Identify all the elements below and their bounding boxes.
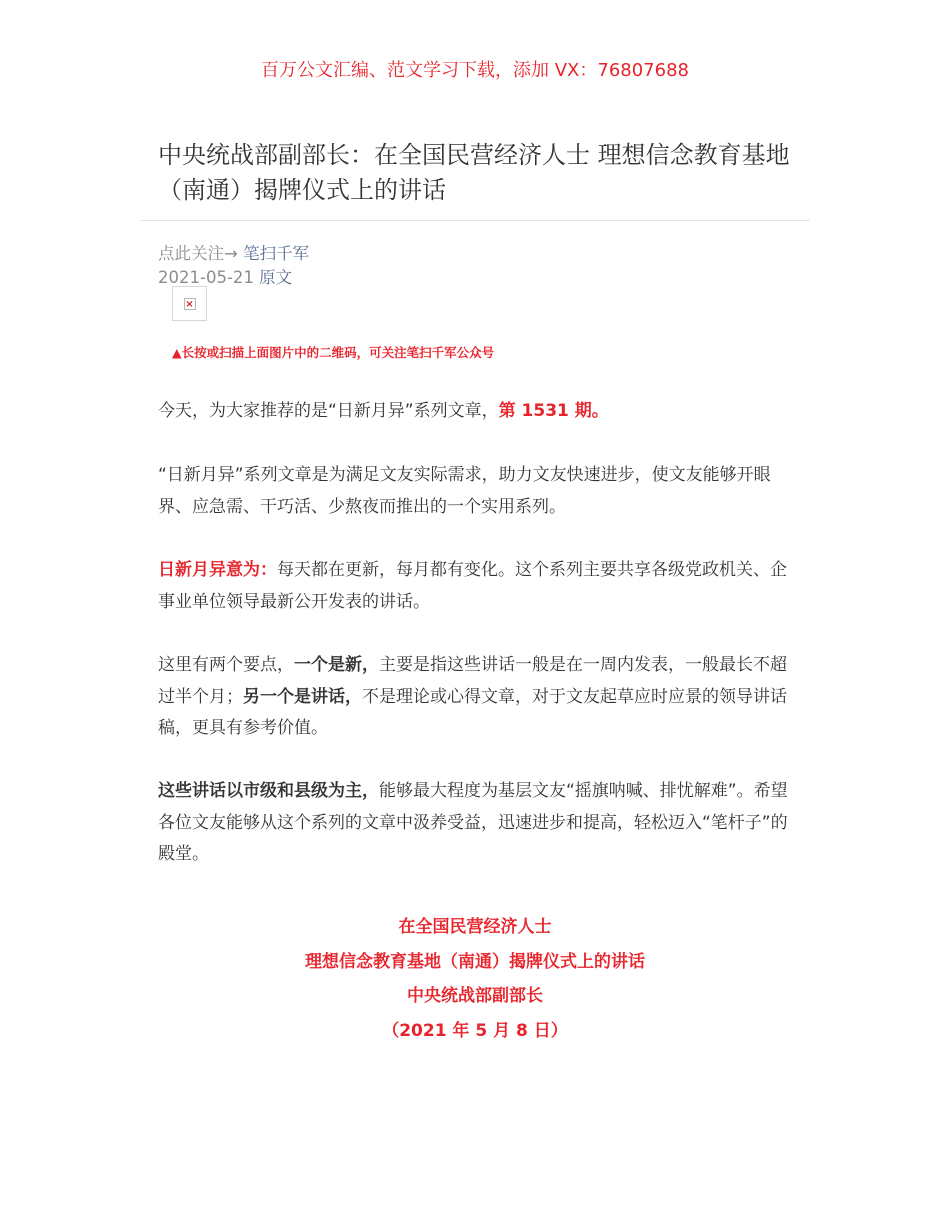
speech-heading-line-3: 中央统战部副部长 bbox=[407, 986, 543, 1006]
p4-d: 另一个是讲话， bbox=[243, 686, 362, 707]
p4-a: 这里有两个要点， bbox=[158, 655, 294, 675]
p1-text: 今天，为大家推荐的是“日新月异”系列文章， bbox=[158, 401, 499, 421]
intro-paragraph-4 bbox=[158, 650, 796, 745]
p4-b: 一个是新， bbox=[294, 655, 379, 675]
qr-code-image[interactable] bbox=[172, 286, 207, 321]
p4-e: 不是理论或心得文章，对于文友起草应时应景的领导讲话稿，更具有参考价值。 bbox=[158, 686, 787, 738]
account-link[interactable]: 笔扫千军 bbox=[243, 244, 310, 263]
p5-bold: 这些讲话以市级和县级为主， bbox=[158, 781, 379, 801]
broken-image-icon: × bbox=[185, 298, 194, 310]
intro-paragraph-2: “日新月异”系列文章是为满足文友实际需求，助力文友快速进步，使文友能够开眼界、应急需、干巧活、少熬夜而推出的一个实用系列。 bbox=[158, 465, 771, 517]
intro-paragraph-1 bbox=[158, 396, 796, 428]
date-line bbox=[158, 264, 292, 288]
qr-note: ▲长按或扫描上面图片中的二维码，可关注笔扫千军公众号 bbox=[172, 345, 495, 360]
p4-c: 主要是指这些讲话一般是在一周内发表，一般最长不超过半个月； bbox=[158, 655, 787, 707]
source-link[interactable]: 原文 bbox=[259, 268, 293, 287]
speech-heading-line-2: 理想信念教育基地（南通）揭牌仪式上的讲话 bbox=[305, 951, 645, 972]
follow-line bbox=[158, 240, 309, 264]
intro-paragraph-3 bbox=[158, 555, 796, 618]
publish-date: 2021-05-21 bbox=[158, 268, 254, 287]
speech-heading bbox=[0, 910, 950, 1048]
speech-heading-line-1: 在全国民营经济人士 bbox=[398, 917, 552, 937]
promo-banner: 百万公文汇编、范文学习下载，添加 VX：76807688 bbox=[261, 60, 689, 81]
p5-text: 能够最大程度为基层文友“摇旗呐喊、排忧解难”。希望各位文友能够从这个系列的文章中汲养受益，迅速进步和提高，轻松迈入“笔杆子”的殿堂。 bbox=[158, 781, 788, 864]
speech-heading-line-4: （2021 年 5 月 8 日） bbox=[382, 1020, 568, 1041]
title-divider bbox=[140, 220, 810, 221]
article-title: 中央统战部副部长：在全国民营经济人士 理想信念教育基地（南通）揭牌仪式上的讲话 bbox=[158, 141, 790, 204]
intro-paragraph-5 bbox=[158, 776, 796, 871]
series-meaning-label: 日新月异意为： bbox=[158, 560, 277, 580]
p3-text: 每天都在更新，每月都有变化。这个系列主要共享各级党政机关、企事业单位领导最新公开发表的讲话。 bbox=[158, 560, 787, 612]
follow-prefix: 点此关注→ bbox=[158, 244, 238, 263]
issue-number: 第 1531 期。 bbox=[498, 401, 609, 421]
